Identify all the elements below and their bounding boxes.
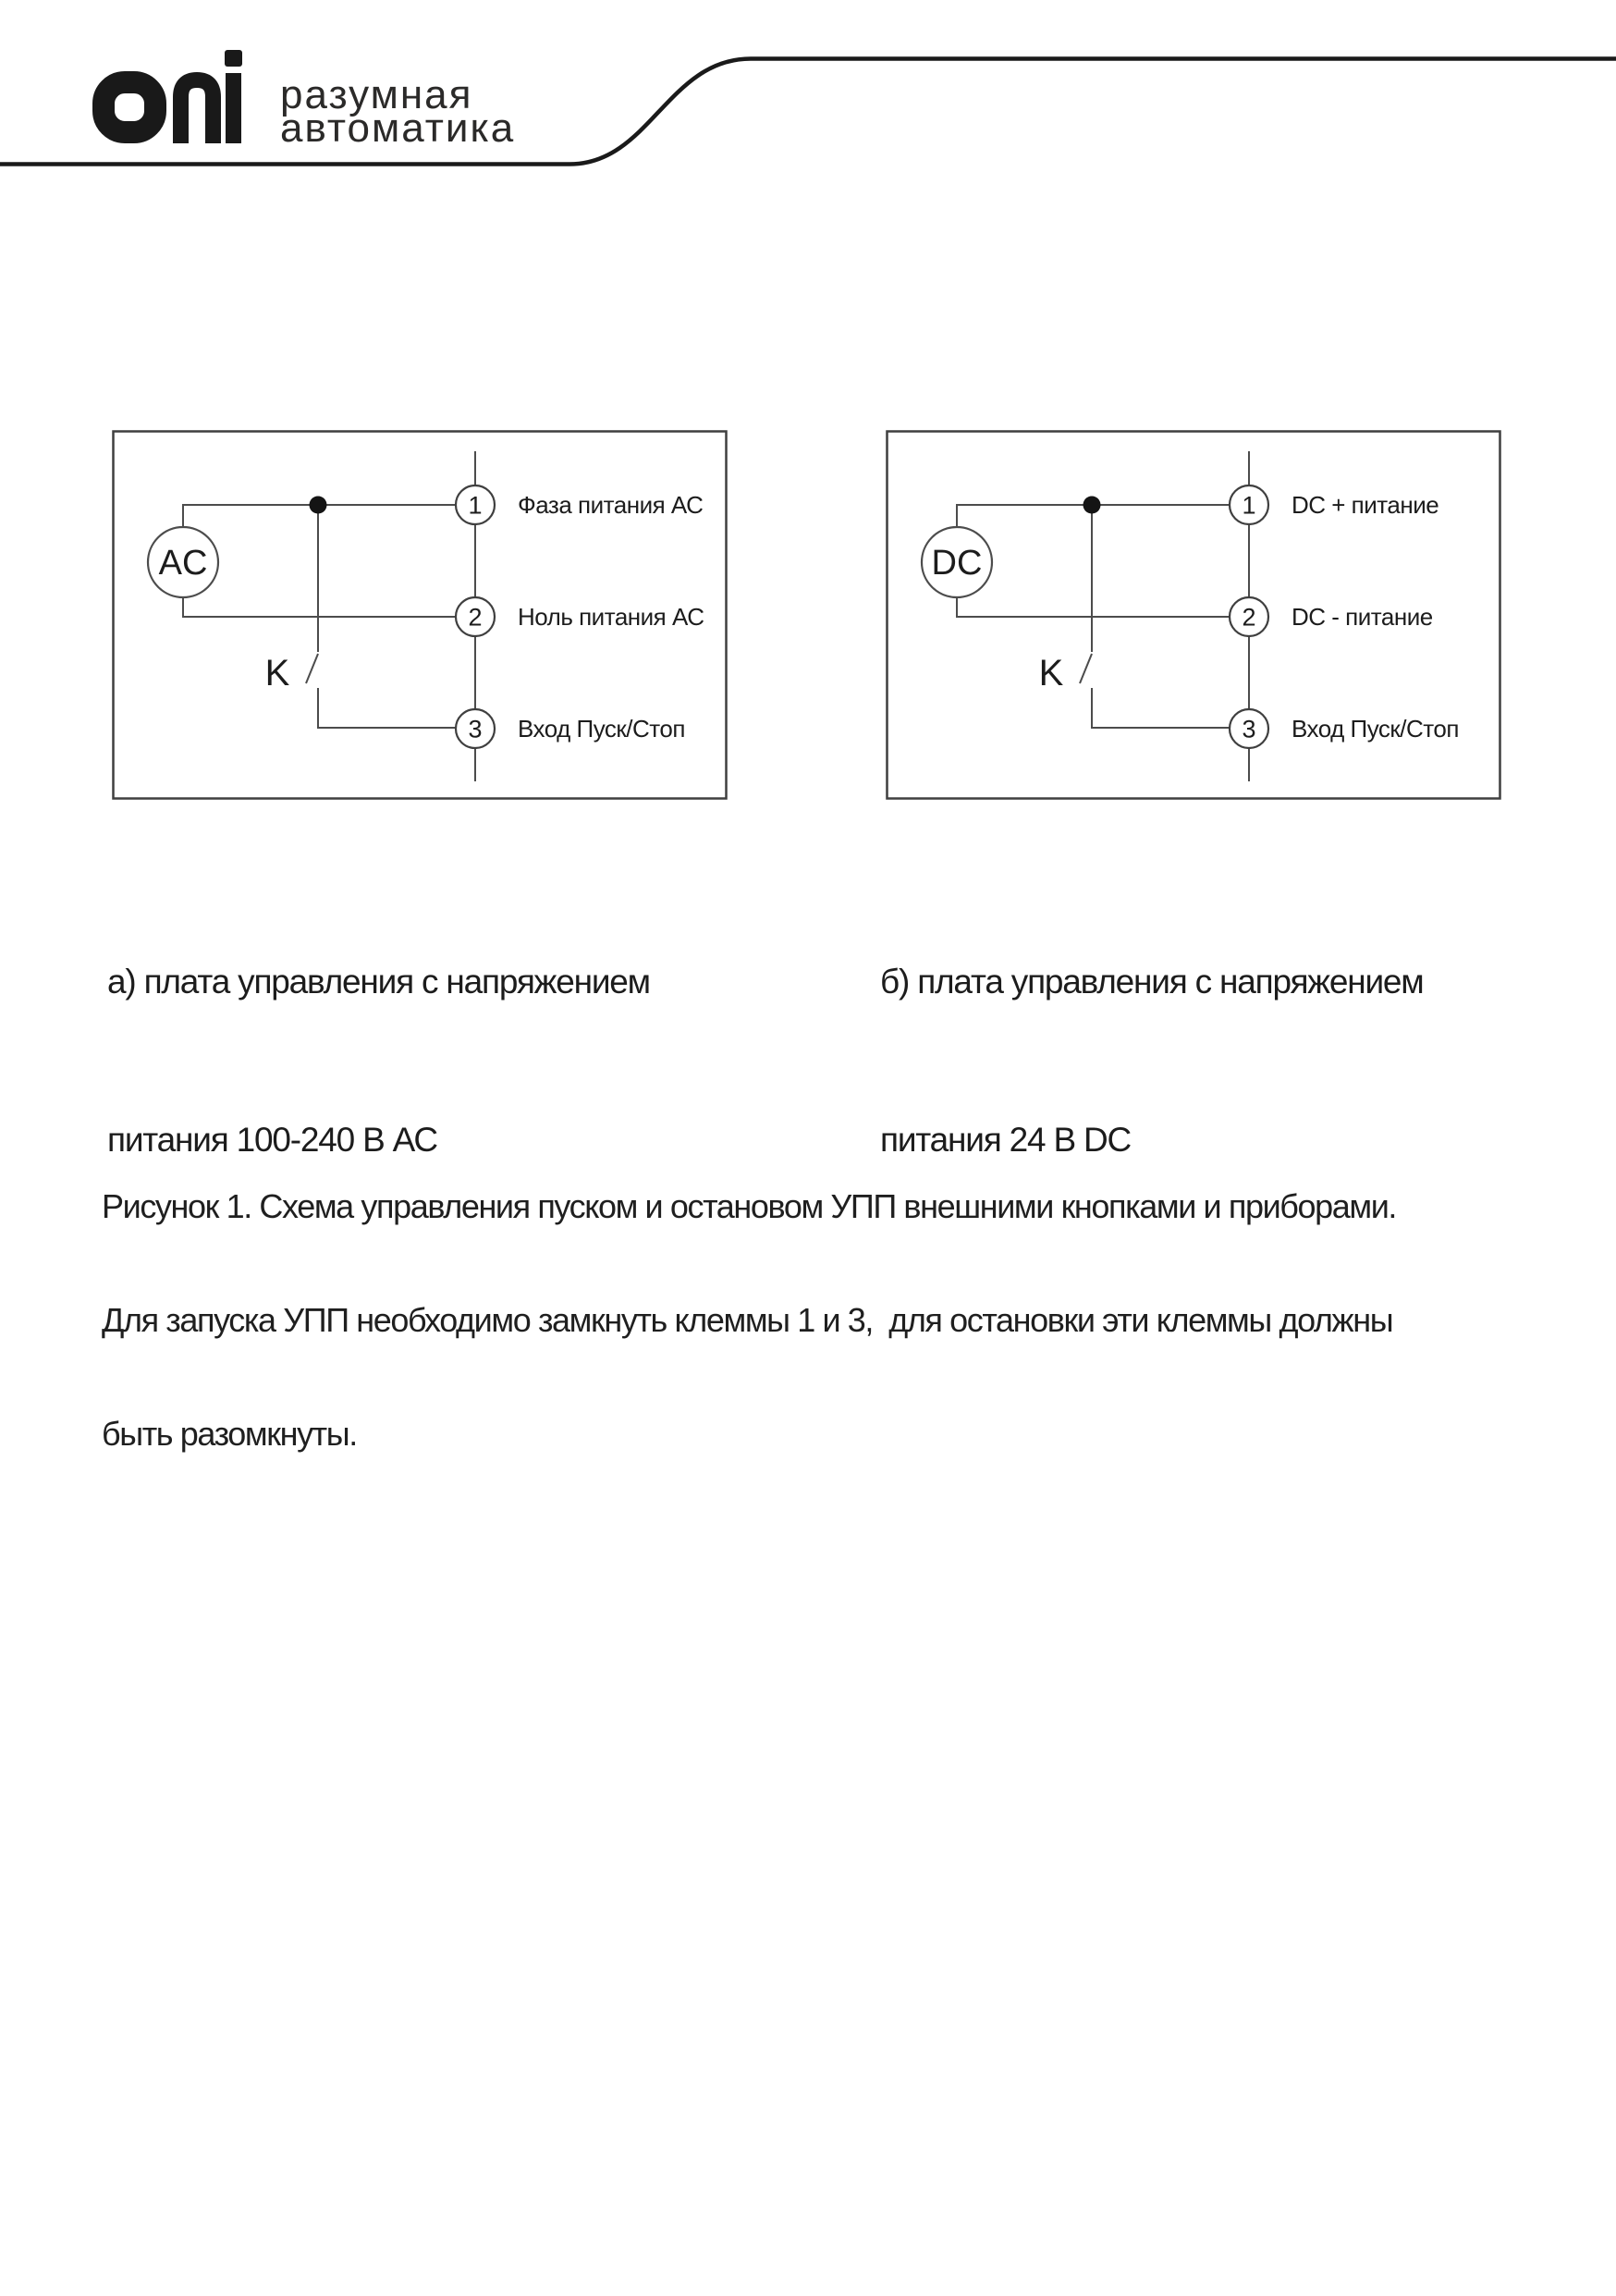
- ac-source-label: AC: [158, 544, 208, 583]
- terminal-2: [456, 597, 704, 636]
- header-curve-line: [0, 59, 1616, 165]
- figure-note-line1: Рисунок 1. Схема управления пуском и остановом УПП внешними кнопками и приборами.: [102, 1187, 1397, 1225]
- start-stop-wire: [318, 688, 456, 728]
- terminal-1: [456, 485, 703, 524]
- figure-note: [102, 1111, 1562, 1529]
- dc-minus-wire: [957, 597, 1230, 617]
- terminal-3-number: 3: [1242, 715, 1256, 743]
- page-header: [0, 0, 1616, 194]
- logo-letter-i: [226, 73, 241, 143]
- terminal-3-number: 3: [468, 715, 483, 743]
- dc-source-label: DC: [931, 544, 983, 583]
- logo-letter-i-dot: [225, 50, 242, 67]
- junction-dot: [310, 497, 327, 514]
- terminal-1-label: DC + питание: [1292, 491, 1439, 519]
- terminal-2-number: 2: [1242, 603, 1256, 632]
- terminal-2-label: Ноль питания АС: [518, 603, 704, 631]
- logo-letter-o: [104, 82, 155, 132]
- caption-a-line2: питания 100-240 В АС: [107, 1121, 437, 1159]
- figure-note-line3: быть разомкнуты.: [102, 1415, 357, 1453]
- terminal-1-number: 1: [468, 491, 483, 520]
- terminal-1-number: 1: [1242, 491, 1256, 520]
- junction-dot: [1083, 497, 1101, 514]
- diagram-dc: [886, 430, 1501, 800]
- logo-tagline-line2: автоматика: [280, 105, 516, 151]
- caption-b-line2: питания 24 В DC: [880, 1121, 1132, 1159]
- logo-letter-n: [181, 80, 214, 144]
- figure-note-line2: Для запуска УПП необходимо замкнуть клеммы 1 и 3, для остановки эти клеммы должны: [102, 1301, 1393, 1339]
- terminal-3-label: Вход Пуск/Стоп: [518, 715, 685, 743]
- terminal-2-number: 2: [468, 603, 483, 632]
- switch-k-label: K: [1038, 653, 1064, 694]
- neutral-wire: [183, 597, 456, 617]
- switch-k-label: K: [264, 653, 290, 694]
- caption-b-line1: б) плата управления с напряжением: [880, 963, 1424, 1001]
- oni-logo: [104, 50, 242, 143]
- caption-a-line1: а) плата управления с напряжением: [107, 963, 650, 1001]
- diagram-ac: [112, 430, 728, 800]
- logo-tagline-line1: разумная: [280, 72, 473, 117]
- switch-blade: [306, 654, 318, 683]
- terminal-3: [1230, 709, 1459, 748]
- terminal-1-label: Фаза питания АС: [518, 491, 704, 519]
- terminal-2: [1230, 597, 1433, 636]
- terminal-2-label: DC - питание: [1292, 603, 1433, 631]
- terminal-1: [1230, 485, 1438, 524]
- start-stop-wire: [1092, 688, 1230, 728]
- switch-blade: [1080, 654, 1092, 683]
- terminal-3-label: Вход Пуск/Стоп: [1292, 715, 1459, 743]
- terminal-3: [456, 709, 685, 748]
